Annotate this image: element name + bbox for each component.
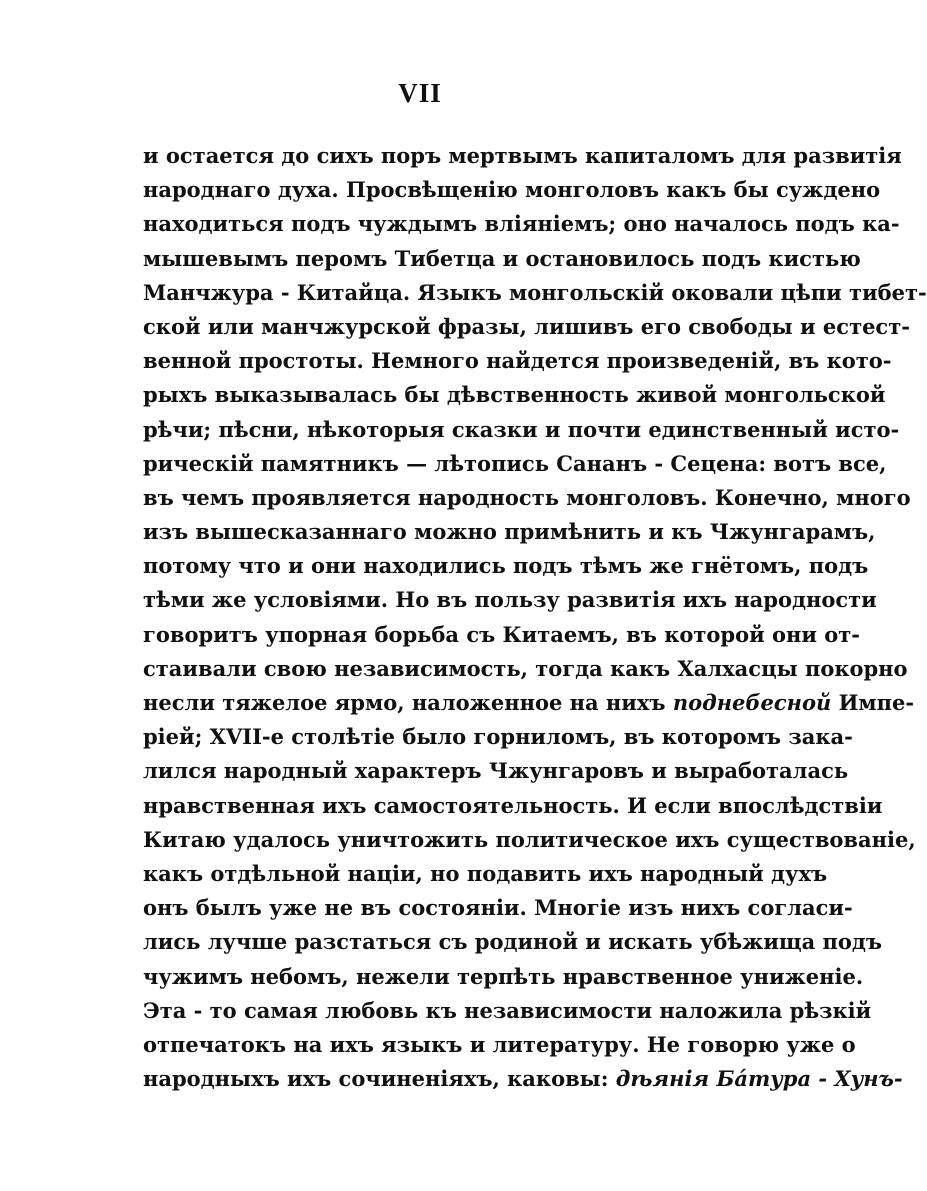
- text-line: рѣчи; пѣсни, нѣкоторыя сказки и почти единственный исто-: [143, 416, 900, 442]
- text-line: венной простоты. Немного найдется произведеній, въ кото-: [143, 348, 892, 374]
- text-line: находиться подъ чуждымъ вліяніемъ; оно началось подъ ка-: [143, 211, 900, 237]
- text-line: тѣми же условіями. Но въ пользу развитія ихъ народности: [143, 587, 877, 613]
- italic-phrase: поднебесной: [672, 690, 832, 715]
- text-line: народнаго духа. Просвѣщенію монголовъ какъ бы суждено: [143, 177, 881, 203]
- text-line: лился народный характеръ Чжунгаровъ и выработалась: [143, 758, 849, 784]
- text-line: лись лучше разстаться съ родиной и искать убѣжища подъ: [143, 929, 883, 955]
- text-line: чужимъ небомъ, нежели терпѣть нравственное униженіе.: [143, 963, 864, 989]
- text-line: ріей; XVII-е столѣтіе было горниломъ, въ которомъ зака-: [143, 724, 853, 750]
- page-number: VII: [398, 78, 442, 108]
- text-line: онъ былъ уже не въ состояніи. Многіе изъ нихъ согласи-: [143, 895, 853, 921]
- text-line: потому что и они находились подъ тѣмъ же гнётомъ, подъ: [143, 553, 869, 579]
- text-line: какъ отдѣльной націи, но подавить ихъ народный духъ: [143, 860, 828, 886]
- text-line: рическій памятникъ — лѣтопись Сананъ - Сецена: вотъ все,: [143, 450, 887, 476]
- italic-title: дѣянія Бáтура - Хунъ-: [615, 1066, 903, 1092]
- text-line: и остается до сихъ поръ мертвымъ капиталомъ для развитія: [143, 143, 902, 168]
- text-line: говоритъ упорная борьба съ Китаемъ, въ которой они от-: [143, 621, 860, 647]
- text-segment: Импе-: [831, 690, 915, 715]
- text-line: рыхъ выказывалась бы дѣвственность живой монгольской: [143, 382, 886, 408]
- text-line: изъ вышесказаннаго можно примѣнить и къ Чжунгарамъ,: [143, 519, 876, 545]
- text-line: нравственная ихъ самостоятельность. И если впослѣдствіи: [143, 792, 883, 818]
- text-line: въ чемъ проявляется народность монголовъ. Конечно, много: [143, 484, 911, 510]
- text-segment: несли тяжелое ярмо, наложенное на нихъ: [143, 690, 673, 715]
- text-line: стаивали свою независимость, тогда какъ Халхасцы покорно: [143, 655, 908, 681]
- text-line-empire: [143, 686, 915, 720]
- text-line: Манчжура - Китайца. Языкъ монгольскій оковали цѣпи тибет-: [143, 279, 927, 305]
- text-line: отпечатокъ на ихъ языкъ и литературу. Не говорю уже о: [143, 1031, 856, 1057]
- text-segment: народныхъ ихъ сочиненіяхъ, каковы:: [143, 1066, 616, 1092]
- text-line: Эта - то самая любовь къ независимости наложила рѣзкій: [143, 997, 872, 1023]
- body-text: [143, 139, 927, 1096]
- text-line: Китаю удалось уничтожить политическое ихъ существованіе,: [143, 826, 916, 852]
- text-line: мышевымъ перомъ Тибетца и остановилось подъ кистью: [143, 245, 861, 271]
- text-line-last: [143, 1062, 903, 1096]
- text-line: ской или манчжурской фразы, лишивъ его свободы и естест-: [143, 313, 910, 339]
